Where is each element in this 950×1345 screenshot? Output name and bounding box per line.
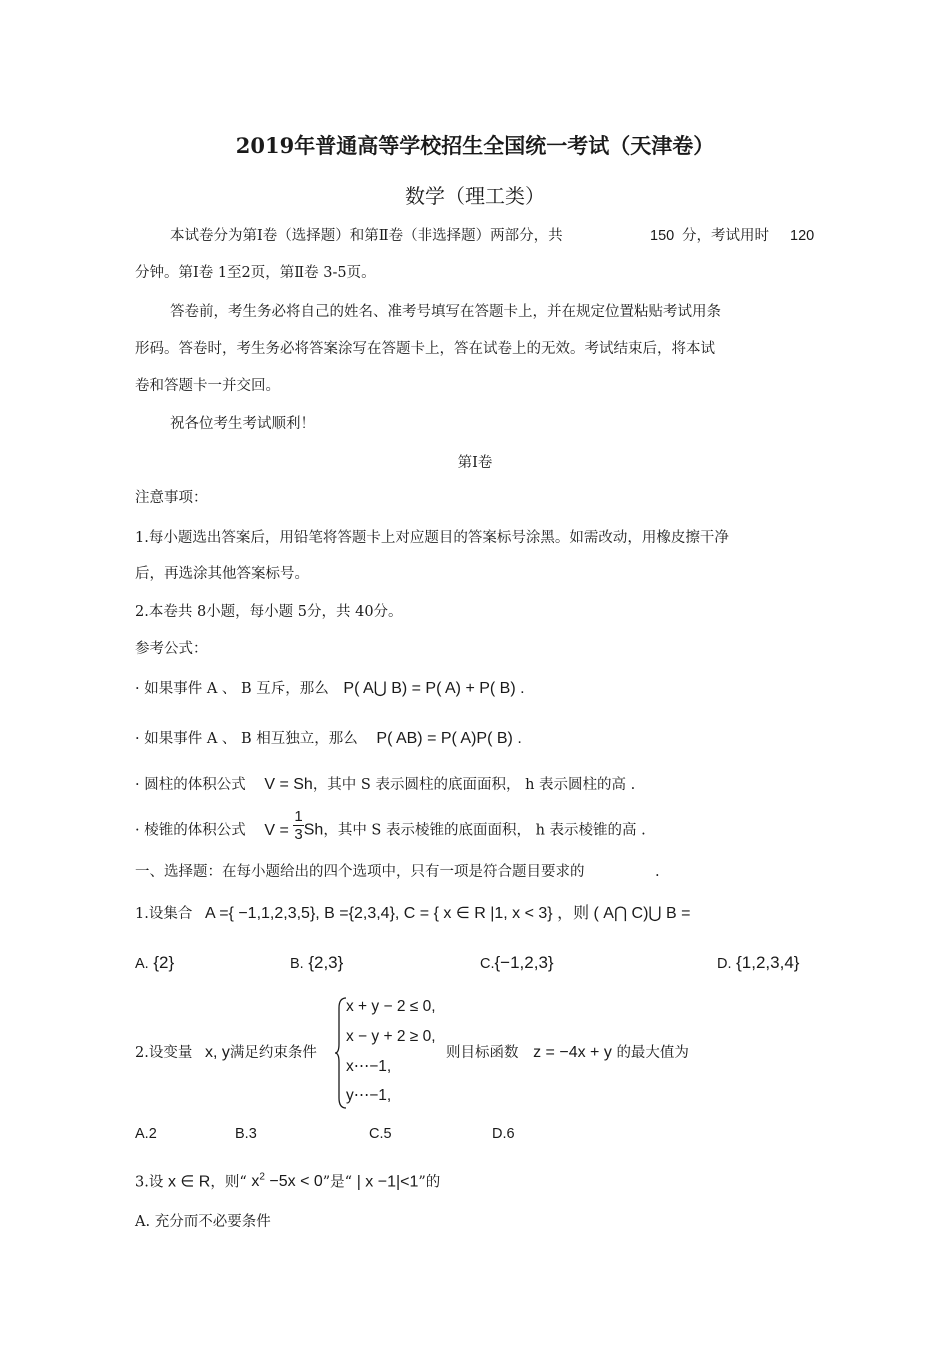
q2-stem: 2.设变量 (135, 1045, 193, 1061)
formula-pyramid (135, 808, 646, 843)
section1-heading (135, 862, 660, 882)
q3-text-3: ”的 (418, 1174, 441, 1191)
formula-math: V = Sh (264, 776, 313, 793)
option-value: {1,2,3,4} (736, 953, 800, 972)
q2-vars: x, y (204, 1044, 230, 1061)
good-luck-text: 祝各位考生考试顺利！ (170, 416, 315, 432)
formula-desc: ，其中 S 表示棱锥的底面面积， h 表示棱锥的高 . (323, 822, 646, 839)
constraint-2: x − y + 2 ≥ 0, (346, 1028, 436, 1045)
formula-math: P( A⋃ B) = P( A) + P( B) . (343, 680, 525, 697)
option-label: A. (135, 956, 149, 972)
q2-option-d[interactable]: D.6 (492, 1126, 515, 1142)
constraint-3: x⋯−1, (346, 1058, 392, 1075)
question-1 (135, 904, 690, 924)
intro-text: 本试卷分为第Ⅰ卷（选择题）和第Ⅱ卷（非选择题）两部分，共 (170, 228, 563, 244)
q1-option-d[interactable] (717, 953, 799, 973)
formula-desc: ，其中 S 表示圆柱的底面面积， h 表示圆柱的高 . (312, 777, 636, 793)
q2-tail-a: 则目标函数 (446, 1045, 519, 1061)
intro-paragraph-2-line2: 形码。答卷时，考生务必将答案涂写在答题卡上，答在试卷上的无效。考试结束后，将本试 (135, 341, 715, 357)
section1-heading-end: . (655, 864, 660, 880)
option-value: {2,3} (308, 953, 344, 972)
option-label: D. (717, 956, 732, 972)
intro-paragraph-2: 答卷前，考生务必将自己的姓名、准考号填写在答题卡上，并在规定位置粘贴考试用条 (170, 304, 721, 320)
q3-text-1: ，则“ (210, 1174, 247, 1191)
constraint-1: x + y − 2 ≤ 0, (346, 998, 436, 1015)
q3-math-2-rest: −5x < 0 (264, 1173, 323, 1191)
formula-label: · 圆柱的体积公式 (135, 777, 246, 793)
option-value: {−1,2,3} (494, 953, 554, 972)
exam-title: 2019年普通高等学校招生全国统一考试（天津卷） (235, 133, 715, 158)
q2-option-c[interactable]: C.5 (369, 1126, 392, 1142)
q2-tail-b: 的最大值为 (616, 1045, 689, 1061)
question-3 (135, 1168, 440, 1192)
q3-math-1: x ∈ R (167, 1173, 211, 1191)
exam-subtitle: 数学（理工类） (405, 184, 545, 208)
intro-paragraph-1-cont: 分钟。第Ⅰ卷 1至2页，第Ⅱ卷 3-5页。 (135, 265, 376, 281)
q3-math-3: | x −1|<1 (356, 1173, 419, 1191)
formula-label: · 如果事件 A 、 B 互斥，那么 (135, 681, 329, 697)
q1-math: A ={ −1,1,2,3,5}, B ={2,3,4}, C = { x ∈ R |1, x < 3} ，则 ( A⋂ C)⋃ B = (204, 905, 691, 922)
formula-independent (135, 729, 522, 749)
formula-lhs: V = (264, 821, 289, 839)
fraction-denominator: 3 (294, 826, 303, 843)
part1-heading: 第Ⅰ卷 (457, 455, 493, 471)
section1-heading-text: 一、选择题：在每小题给出的四个选项中，只有一项是符合题目要求的 (135, 864, 585, 880)
note-1-cont: 后，再选涂其他答案标号。 (135, 566, 309, 582)
formulas-heading: 参考公式： (135, 641, 208, 657)
note-1: 1.每小题选出答案后，用铅笔将答题卡上对应题目的答案标号涂黑。如需改动，用橡皮擦干净 (135, 530, 729, 546)
q2-cond: 满足约束条件 (229, 1045, 317, 1061)
option-label: C. (480, 956, 495, 972)
option-label: B. (290, 956, 304, 972)
intro-text-2: 分，考试用时 (682, 228, 769, 244)
intro-paragraph-2-line3: 卷和答题卡一并交回。 (135, 378, 280, 394)
intro-paragraph-1 (170, 226, 815, 246)
q3-stem: 3.设 (135, 1174, 164, 1191)
question-2-stem (135, 1043, 317, 1063)
constraint-4: y⋯−1, (346, 1087, 392, 1104)
q2-option-b[interactable]: B.3 (235, 1126, 257, 1142)
formula-label: · 棱锥的体积公式 (135, 822, 246, 839)
option-value: {2} (153, 953, 175, 972)
fraction-one-third (293, 808, 303, 843)
q1-option-b[interactable] (290, 953, 343, 973)
q3-math-2-exponent: 2 (259, 1172, 265, 1183)
note-2: 2.本卷共 8小题，每小题 5分，共 40分。 (135, 604, 403, 620)
formula-rhs: Sh (303, 821, 324, 839)
notes-heading: 注意事项： (135, 490, 208, 506)
formula-exclusive (135, 679, 525, 699)
q2-objective: z = −4x + y (533, 1044, 612, 1061)
question-2-tail (446, 1043, 689, 1063)
q1-stem: 1.设集合 (135, 906, 193, 922)
q1-option-c[interactable] (480, 953, 554, 973)
q3-text-2: ”是“ (322, 1174, 353, 1191)
fraction-numerator: 1 (294, 808, 303, 825)
q3-math-2 (251, 1173, 322, 1190)
total-score: 150 (650, 228, 675, 244)
exam-time: 120 (790, 228, 815, 244)
formula-cylinder (135, 775, 635, 795)
formula-label: · 如果事件 A 、 B 相互独立，那么 (135, 731, 358, 747)
formula-math: P( AB) = P( A)P( B) . (376, 730, 522, 747)
q3-option-a[interactable]: A. 充分而不必要条件 (135, 1214, 271, 1230)
q3-math-2-base: x (251, 1173, 260, 1191)
q1-option-a[interactable] (135, 953, 174, 973)
q2-option-a[interactable]: A.2 (135, 1126, 157, 1142)
